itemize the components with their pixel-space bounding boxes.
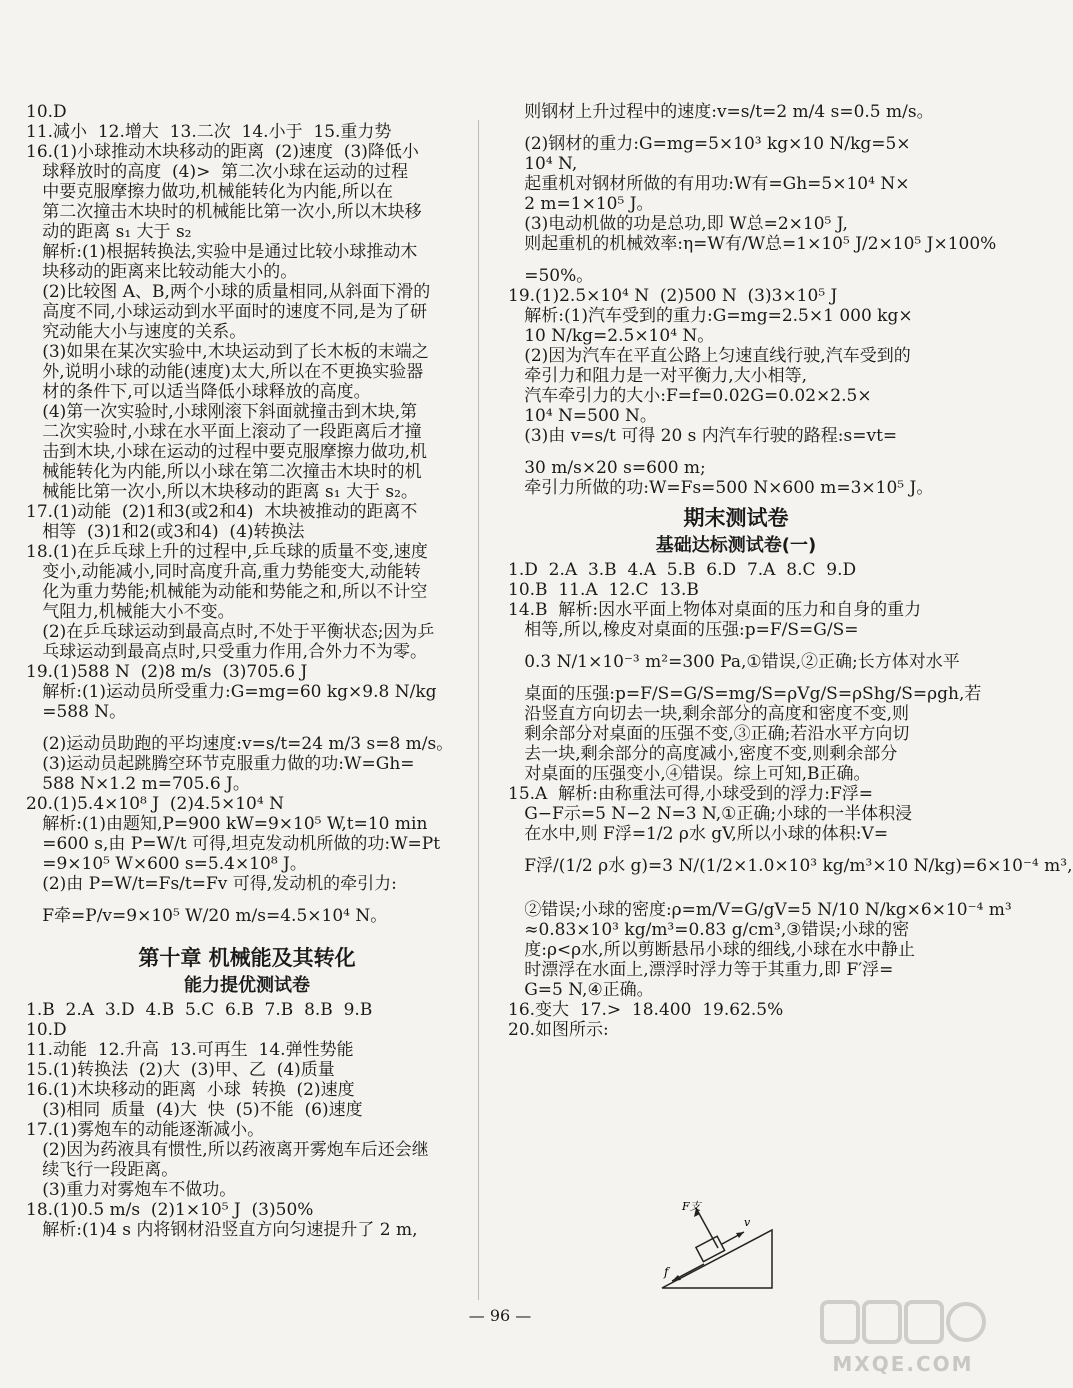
answer-line: 10 N/kg=2.5×10⁴ N。 (508, 326, 715, 346)
answer-line: 汽车牵引力的大小:F=f=0.02G=0.02×2.5× (508, 386, 872, 406)
column-divider (478, 120, 479, 1300)
answer-line: 10⁴ N, (508, 154, 578, 174)
answer-line: 解析:(1)运动员所受重力:G=mg=60 kg×9.8 N/kg (26, 682, 437, 702)
answer-line: 牵引力和阻力是一对平衡力,大小相等, (508, 366, 808, 386)
answer-line: 材的条件下,可以适当降低小球释放的高度。 (26, 382, 371, 402)
spacer (508, 672, 964, 684)
answer-line: 械能比第一次小,所以木块移动的距离 s₁ 大于 s₂。 (26, 482, 418, 502)
answer-line: 17.(1)动能 (2)1和3(或2和4) 木块被推动的距离不 (26, 502, 418, 522)
spacer (26, 894, 468, 906)
answer-line: 牵引力所做的功:W=Fs=500 N×600 m=3×10⁵ J。 (508, 478, 934, 498)
answer-line: 0.3 N/1×10⁻³ m²=300 Pa,①错误,②正确;长方体对水平 (508, 652, 960, 672)
answer-line: 究动能大小与速度的关系。 (26, 322, 247, 342)
answer-line: 乓球运动到最高点时,只受重力作用,合外力不为零。 (26, 642, 428, 662)
answer-line: 中要克服摩擦力做功,机械能转化为内能,所以在 (26, 182, 394, 202)
answer-line: (3)重力对雾炮车不做功。 (26, 1180, 237, 1200)
answer-line: 动的距离 s₁ 大于 s₂ (26, 222, 192, 242)
answer-line: 解析:(1)根据转换法,实验中是通过比较小球推动木 (26, 242, 418, 262)
watermark-logo (818, 1296, 988, 1376)
answer-line: 相等 (3)1和2(或3和4) (4)转换法 (26, 522, 305, 542)
answer-line: (3)电动机做的功是总功,即 W总=2×10⁵ J, (508, 214, 848, 234)
answer-line: 11.动能 12.升高 13.可再生 14.弹性势能 (26, 1040, 354, 1060)
left-column (26, 102, 468, 1240)
section-heading: 第十章 机械能及其转化 (138, 946, 356, 970)
answer-line: 则起重机的机械效率:η=W有/W总=1×10⁵ J/2×10⁵ J×100% (508, 234, 997, 254)
answer-line: 块移动的距离来比较动能大小的。 (26, 262, 298, 282)
label-velocity: v (744, 1216, 751, 1229)
answer-line: 击到木块,小球在运动的过程中要克服摩擦力做功,机 (26, 442, 428, 462)
spacer (508, 876, 964, 888)
spacer (508, 888, 964, 900)
answer-line: G=5 N,④正确。 (508, 980, 654, 1000)
answer-line: 相等,所以,橡皮对桌面的压强:p=F/S=G/S= (508, 620, 859, 640)
answer-line: ≈0.83×10³ kg/m³=0.83 g/cm³,③错误;小球的密 (508, 920, 910, 940)
spacer (508, 122, 964, 134)
section-heading: 期末测试卷 (683, 506, 789, 530)
label-support-force: F支 (682, 1200, 701, 1213)
answer-line: 19.(1)588 N (2)8 m/s (3)705.6 J (26, 662, 308, 682)
page-number: — 96 — (468, 1306, 532, 1325)
answer-line: 1.D 2.A 3.B 4.A 5.B 6.D 7.A 8.C 9.D (508, 560, 857, 580)
answer-line: 10.B 11.A 12.C 13.B (508, 580, 699, 600)
answer-line: (3)运动员起跳腾空环节克服重力做的功:W=Gh= (26, 754, 415, 774)
answer-line: (2)因为汽车在平直公路上匀速直线行驶,汽车受到的 (508, 346, 911, 366)
answer-line: G−F示=5 N−2 N=3 N,①正确;小球的一半体积浸 (508, 804, 913, 824)
answer-line: 球释放时的高度 (4)> 第二次小球在运动的过程 (26, 162, 409, 182)
answer-line: 588 N×1.2 m=705.6 J。 (26, 774, 250, 794)
answer-line: 2 m=1×10⁵ J。 (508, 194, 654, 214)
answer-line: 18.(1)在乒乓球上升的过程中,乒乓球的质量不变,速度 (26, 542, 428, 562)
answer-line: 15.A 解析:由称重法可得,小球受到的浮力:F浮= (508, 784, 874, 804)
answer-line: 续飞行一段距离。 (26, 1160, 179, 1180)
spacer (508, 446, 964, 458)
answer-line: 去一块,剩余部分的高度减小,密度不变,则剩余部分 (508, 744, 898, 764)
section-subheading: 基础达标测试卷(一) (655, 535, 817, 556)
answer-line: 解析:(1)由题知,P=900 kW=9×10⁵ W,t=10 min (26, 814, 428, 834)
label-friction: f (664, 1265, 669, 1279)
answer-line: 气阻力,机械能大小不变。 (26, 602, 235, 622)
incline-force-diagram (652, 1200, 782, 1292)
answer-line: =588 N。 (26, 702, 127, 722)
answer-line: F浮/(1/2 ρ水 g)=3 N/(1/2×1.0×10³ kg/m³×10 N/kg)=6×10⁻⁴ m³, (508, 856, 1073, 876)
answer-line: 变小,动能减小,同时高度升高,重力势能变大,动能转 (26, 562, 421, 582)
answer-line: 沿竖直方向切去一块,剩余部分的高度和密度不变,则 (508, 704, 910, 724)
answer-line: 对桌面的压强变小,④错误。综上可知,B正确。 (508, 764, 871, 784)
answer-line: 18.(1)0.5 m/s (2)1×10⁵ J (3)50% (26, 1200, 314, 1220)
answer-line: (4)第一次实验时,小球刚滚下斜面就撞击到木块,第 (26, 402, 418, 422)
answer-line: 二次实验时,小球在水平面上滚动了一段距离后才撞 (26, 422, 422, 442)
answer-line: 外,说明小球的动能(速度)太大,所以在不更换实验器 (26, 362, 424, 382)
answer-line: 20.(1)5.4×10⁸ J (2)4.5×10⁴ N (26, 794, 284, 814)
answer-line: 19.(1)2.5×10⁴ N (2)500 N (3)3×10⁵ J (508, 286, 838, 306)
spacer (26, 926, 468, 938)
answer-line: 械能转化为内能,所以小球在第二次撞击木块时的机 (26, 462, 422, 482)
answer-line: 解析:(1)汽车受到的重力:G=mg=2.5×1 000 kg× (508, 306, 913, 326)
answer-line: 11.减小 12.增大 13.二次 14.小于 15.重力势 (26, 122, 392, 142)
answer-line: 1.B 2.A 3.D 4.B 5.C 6.B 7.B 8.B 9.B (26, 1000, 373, 1020)
watermark-text: MXQE.COM (832, 1352, 974, 1376)
answer-line: (3)如果在某次实验中,木块运动到了长木板的末端之 (26, 342, 429, 362)
answer-line: =9×10⁵ W×600 s=5.4×10⁸ J。 (26, 854, 307, 874)
answer-line: (2)比较图 A、B,两个小球的质量相同,从斜面下滑的 (26, 282, 431, 302)
answer-line: 17.(1)雾炮车的动能逐渐减小。 (26, 1120, 265, 1140)
spacer (26, 722, 468, 734)
answer-line: =50%。 (508, 266, 594, 286)
answer-line: 化为重力势能;机械能为动能和势能之和,所以不计空 (26, 582, 428, 602)
spacer (508, 844, 964, 856)
answer-line: ②错误;小球的密度:ρ=m/V=G/gV=5 N/10 N/kg×6×10⁻⁴ m³ (508, 900, 1012, 920)
answer-line: 时漂浮在水面上,漂浮时浮力等于其重力,即 F′浮= (508, 960, 894, 980)
answer-line: 15.(1)转换法 (2)大 (3)甲、乙 (4)质量 (26, 1060, 335, 1080)
answer-line: 16.变大 17.> 18.400 19.62.5% (508, 1000, 784, 1020)
answer-line: 16.(1)小球推动木块移动的距离 (2)速度 (3)降低小 (26, 142, 419, 162)
answer-line: 高度不同,小球运动到水平面时的速度不同,是为了研 (26, 302, 428, 322)
answer-line: =600 s,由 P=W/t 可得,坦克发动机所做的功:W=Pt (26, 834, 441, 854)
answer-line: (2)在乒乓球运动到最高点时,不处于平衡状态;因为乒 (26, 622, 435, 642)
answer-line: 剩余部分对桌面的压强不变,③正确;若沿水平方向切 (508, 724, 910, 744)
answer-line: 30 m/s×20 s=600 m; (508, 458, 706, 478)
answer-line: 16.(1)木块移动的距离 小球 转换 (2)速度 (26, 1080, 355, 1100)
answer-line: 第二次撞击木块时的机械能比第一次小,所以木块移 (26, 202, 422, 222)
right-column (508, 102, 1073, 1040)
answer-line: (2)由 P=W/t=Fs/t=Fv 可得,发动机的牵引力: (26, 874, 397, 894)
answer-line: 起重机对钢材所做的有用功:W有=Gh=5×10⁴ N× (508, 174, 910, 194)
answer-line: 桌面的压强:p=F/S=G/S=mg/S=ρVg/S=ρShg/S=ρgh,若 (508, 684, 982, 704)
answer-line: 在水中,则 F浮=1/2 ρ水 gV,所以小球的体积:V= (508, 824, 889, 844)
answer-line: 10.D (26, 102, 67, 122)
answer-line: (3)相同 质量 (4)大 快 (5)不能 (6)速度 (26, 1100, 363, 1120)
answer-line: 则钢材上升过程中的速度:v=s/t=2 m/4 s=0.5 m/s。 (508, 102, 934, 122)
answer-line: 10.D (26, 1020, 67, 1040)
answer-line: 解析:(1)4 s 内将钢材沿竖直方向匀速提升了 2 m, (26, 1220, 418, 1240)
answer-line: (2)钢材的重力:G=mg=5×10³ kg×10 N/kg=5× (508, 134, 911, 154)
answer-line: (2)运动员助跑的平均速度:v=s/t=24 m/3 s=8 m/s。 (26, 734, 454, 754)
spacer (508, 640, 964, 652)
answer-line: 度:ρ<ρ水,所以剪断悬吊小球的细线,小球在水中静止 (508, 940, 915, 960)
answer-line: F牵=P/v=9×10⁵ W/20 m/s=4.5×10⁴ N。 (26, 906, 388, 926)
answer-line: (3)由 v=s/t 可得 20 s 内汽车行驶的路程:s=vt= (508, 426, 898, 446)
answer-line: 10⁴ N=500 N。 (508, 406, 657, 426)
answer-line: (2)因为药液具有惯性,所以药液离开雾炮车后还会继 (26, 1140, 429, 1160)
answer-line: 14.B 解析:因水平面上物体对桌面的压力和自身的重力 (508, 600, 922, 620)
section-subheading: 能力提优测试卷 (184, 975, 310, 996)
spacer (508, 254, 964, 266)
answer-line: 20.如图所示: (508, 1020, 609, 1040)
